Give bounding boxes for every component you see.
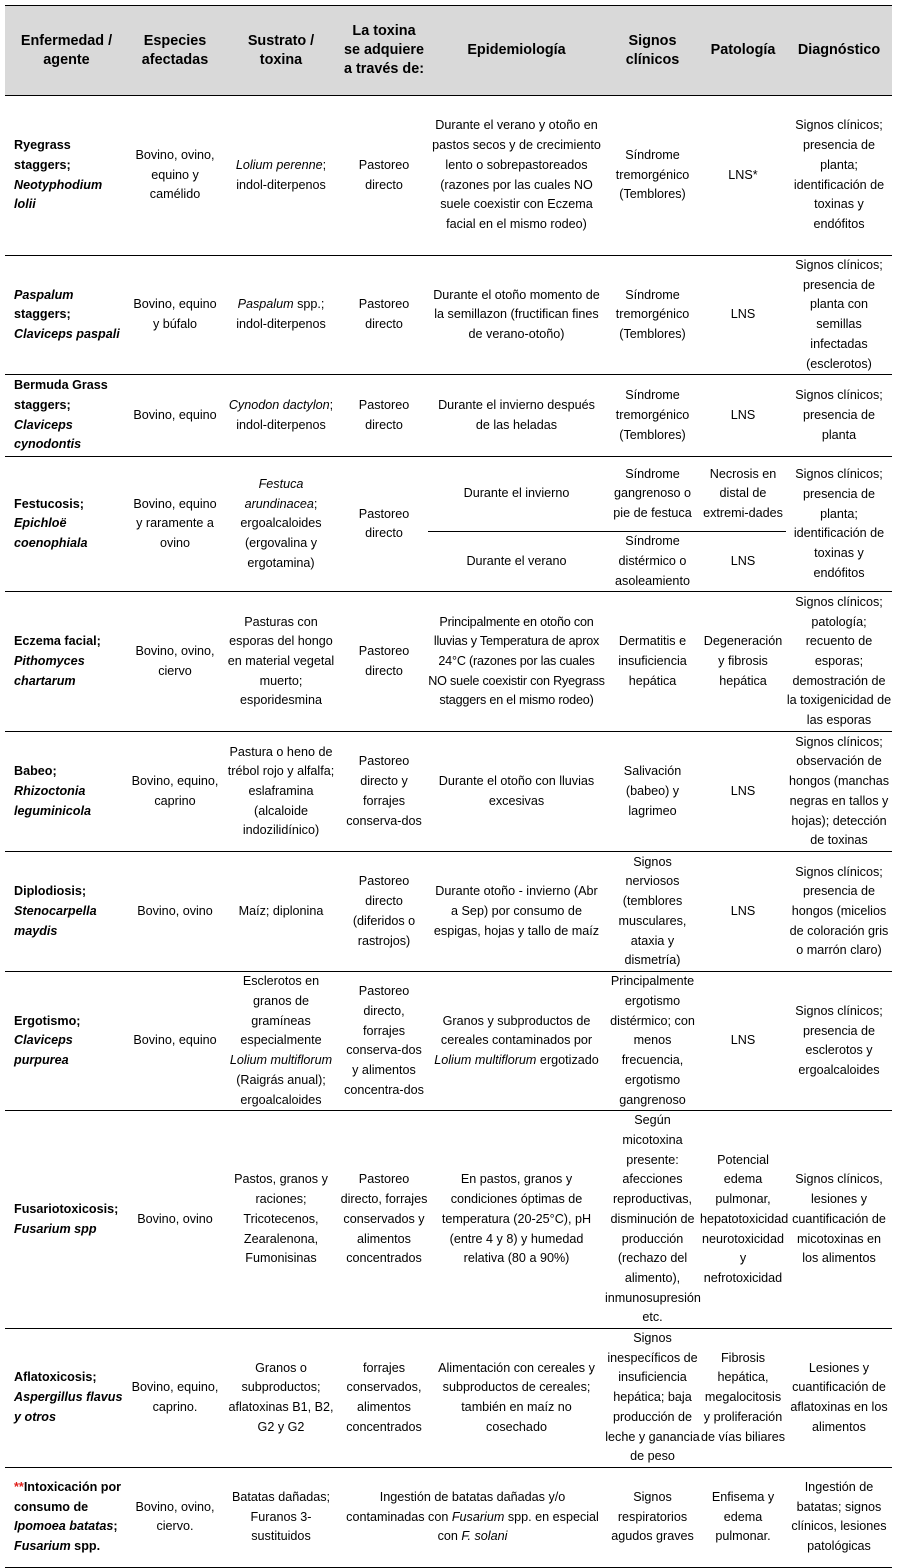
substrate-cell: Granos o subproductos; aflatoxinas B1, B2, G2 y G2 <box>228 1360 334 1434</box>
species-cell: Bovino, equino y búfalo <box>133 297 217 332</box>
pathology-cell: LNS <box>730 1033 756 1048</box>
substrate-cell: Pastura o heno de trébol rojo y alfalfa; eslaframina (alcaloide indozilidínico) <box>227 744 335 838</box>
header-row <box>5 6 892 96</box>
substrate-cell: Cynodon dactylon; indol-diterpenos <box>228 398 334 432</box>
agent-cell: Babeo; Rhizoctonia leguminicola <box>14 764 91 818</box>
substrate-cell: Maíz; diplonina <box>238 903 324 918</box>
pathology-cell: LNS* <box>728 167 758 182</box>
agent-cell: Fusariotoxicosis; Fusarium spp <box>14 1201 119 1236</box>
header-cell: Epidemiología <box>428 6 605 96</box>
table-row <box>5 375 892 457</box>
agent-cell: Eczema facial; Pithomyces chartarum <box>14 634 101 688</box>
route-cell: Pastoreo directo y forrajes conserva-dos <box>346 754 422 828</box>
header-cell: Especies afectadas <box>128 6 222 96</box>
substrate-cell: Festuca arundinacea; ergoalcaloides (ergovalina y ergotamina) <box>240 477 322 570</box>
table-row <box>5 96 892 256</box>
epidemiology-cell: Durante el verano y otoño en pastos secos y de crecimiento lento o sobrepastoreados (razones por las cuales NO suele coexistir con Eczema facial en el mismo rodeo) <box>432 118 601 231</box>
pathology-cell: LNS <box>730 903 756 918</box>
diagnosis-cell: Signos clínicos; presencia de planta <box>795 388 883 442</box>
diagnosis-cell: Signos clínicos; patología; recuento de esporas; demostración de la toxigenicidad de las esporas <box>786 594 892 728</box>
header-cell: Diagnóstico <box>786 6 892 96</box>
pathology-cell: LNS <box>730 407 756 422</box>
pathology-cell: Fibrosis hepática, megalocitosis y proliferación de vías biliares <box>701 1350 785 1444</box>
species-cell: Bovino, ovino, ciervo <box>135 644 215 678</box>
pathology-cell: Enfisema y edema pulmonar. <box>711 1489 775 1544</box>
header-cell: Enfermedad / agente <box>5 6 128 96</box>
table-row <box>5 256 892 375</box>
diagnosis-cell: Signos clínicos; presencia de hongos (micelios de coloración gris o marrón claro) <box>789 864 889 958</box>
epidemiology-cell: Principalmente en otoño con lluvias y Temperatura de aprox 24°C (razones por las cuales NO suele coexistir con Ryegrass staggers en el mismo rodeo) <box>428 614 605 708</box>
species-cell: Bovino, ovino, ciervo. <box>135 1499 215 1534</box>
pathology-cell: Necrosis en distal de extremi-dades <box>703 466 783 521</box>
species-cell: Bovino, equino <box>133 1033 217 1048</box>
agent-cell: Ergotismo; Claviceps purpurea <box>14 1013 81 1068</box>
species-cell: Bovino, ovino <box>137 1211 213 1226</box>
species-cell: Bovino, equino, caprino <box>131 774 219 808</box>
header-cell: Signos clínicos <box>605 6 700 96</box>
signs-cell: Síndrome gangrenoso o pie de festuca <box>613 466 692 521</box>
table-row <box>5 732 892 852</box>
diagnosis-cell: Signos clínicos; presencia de planta con semillas infectadas (esclerotos) <box>795 258 883 371</box>
table-row <box>5 1329 892 1468</box>
signs-cell: Síndrome tremorgénico (Temblores) <box>615 147 690 202</box>
substrate-cell: Pasturas con esporas del hongo en material vegetal muerto; esporidesmina <box>227 614 335 708</box>
species-cell: Bovino, equino y raramente a ovino <box>133 496 217 551</box>
diagnosis-cell: Signos clínicos; presencia de esclerotos y ergoalcaloides <box>795 1003 883 1078</box>
signs-cell: Síndrome tremorgénico (Temblores) <box>615 388 690 442</box>
table-row <box>5 972 892 1111</box>
agent-cell: Ryegrass staggers; Neotyphodium lolii <box>14 138 103 212</box>
diagnosis-cell: Signos clínicos; observación de hongos (manchas negras en tallos y hojas); detección de toxinas <box>788 734 890 848</box>
epidemiology-cell: Durante el invierno después de las heladas <box>438 398 595 432</box>
epidemiology-cell: Alimentación con cereales y subproductos de cereales; también en maíz no cosechado <box>438 1360 595 1434</box>
table-row <box>5 592 892 732</box>
signs-cell: Signos respiratorios agudos graves <box>611 1489 694 1544</box>
route-epidemiology-cell: Ingestión de batatas dañadas y/o contaminadas con Fusarium spp. en especial con F. solani <box>346 1489 599 1544</box>
route-cell: Pastoreo directo <box>358 506 410 541</box>
pathology-cell: LNS <box>730 307 756 322</box>
route-cell: Pastoreo directo <box>358 644 410 678</box>
signs-cell: Dermatitis e insuficiencia hepática <box>618 634 687 688</box>
diagnosis-cell: Signos clínicos; presencia de planta; identificación de toxinas y endófitos <box>793 118 885 231</box>
table-row <box>5 457 892 532</box>
epidemiology-cell: Durante el otoño momento de la semillazon (fructifican fines de verano-otoño) <box>433 287 600 341</box>
pathology-cell: LNS <box>730 783 756 798</box>
table-row <box>5 1111 892 1329</box>
footnote-mark: ** <box>14 1480 24 1495</box>
agent-cell: Diplodiosis; Stenocarpella maydis <box>14 884 97 938</box>
signs-cell: Según micotoxina presente: afecciones reproductivas, disminución de producción (rechazo del alimento), inmunosupresión etc. <box>605 1113 701 1325</box>
route-cell: Pastoreo directo <box>358 398 410 432</box>
agent-cell: Paspalum staggers; Claviceps paspali <box>14 287 120 341</box>
substrate-cell: Lolium perenne; indol-diterpenos <box>235 157 327 192</box>
diagnosis-cell: Signos clínicos, lesiones y cuantificación de micotoxinas en los alimentos <box>792 1172 886 1266</box>
diagnosis-cell: Lesiones y cuantificación de aflatoxinas en los alimentos <box>790 1360 888 1434</box>
epidemiology-cell: Durante el invierno <box>463 486 570 501</box>
species-cell: Bovino, equino <box>133 407 217 422</box>
diagnosis-cell: Ingestión de batatas; signos clínicos, lesiones patológicas <box>791 1480 887 1554</box>
epidemiology-cell: Granos y subproductos de cereales contaminados por Lolium multiflorum ergotizado <box>434 1013 599 1068</box>
table-row <box>5 1467 892 1567</box>
substrate-cell: Pastos, granos y raciones; Tricotecenos, Zearalenona, Fumonisinas <box>234 1172 328 1266</box>
table-row <box>5 852 892 972</box>
header-cell: Sustrato / toxina <box>222 6 340 96</box>
signs-cell: Síndrome distérmico o asoleamiento <box>605 532 700 592</box>
route-cell: forrajes conservados, alimentos concentrados <box>346 1360 422 1434</box>
epidemiology-cell: Durante el verano <box>428 532 605 592</box>
route-cell: Pastoreo directo, forrajes conservados y alimentos concentrados <box>340 1172 428 1266</box>
epidemiology-cell: Durante otoño - invierno (Abr a Sep) por consumo de espigas, hojas y tallo de maíz <box>433 884 600 938</box>
agent-cell: Festucosis; Epichloë coenophiala <box>14 496 88 551</box>
signs-cell: Signos inespecíficos de insuficiencia hepática; baja producción de leche y ganancia de peso <box>605 1331 700 1464</box>
species-cell: Bovino, equino, caprino. <box>131 1380 219 1415</box>
diagnosis-cell: Signos clínicos; presencia de planta; identificación de toxinas y endófitos <box>793 467 885 580</box>
species-cell: Bovino, ovino, equino y camélido <box>135 147 215 202</box>
agent-cell: Bermuda Grass staggers; Claviceps cynodontis <box>14 378 108 452</box>
substrate-cell: Esclerotos en granos de gramíneas especialmente Lolium multiflorum (Raigrás anual); ergoalcaloides <box>229 974 333 1107</box>
substrate-cell: Batatas dañadas; Furanos 3-sustituidos <box>231 1489 331 1544</box>
signs-cell: Síndrome tremorgénico (Temblores) <box>615 287 690 341</box>
pathology-cell: Potencial edema pulmonar, hepatotoxicidad neurotoxicidad y nefrotoxicidad <box>700 1152 789 1285</box>
agent-cell: **Intoxicación por consumo de Ipomoea batatas; Fusarium spp. <box>14 1480 122 1554</box>
header-cell: La toxina se adquiere a través de: <box>340 6 428 96</box>
signs-cell: Salivación (babeo) y lagrimeo <box>623 764 682 818</box>
signs-cell: Signos nerviosos (temblores musculares, ataxia y dismetría) <box>618 854 687 968</box>
route-cell: Pastoreo directo <box>358 157 410 192</box>
epidemiology-cell: Durante el otoño con lluvias excesivas <box>438 774 595 808</box>
route-cell: Pastoreo directo (diferidos o rastrojos) <box>352 874 416 948</box>
signs-cell: Principalmente ergotismo distérmico; con menos frecuencia, ergotismo gangrenoso <box>610 974 695 1107</box>
route-cell: Pastoreo directo, forrajes conserva-dos y alimentos concentra-dos <box>344 984 424 1097</box>
pathology-cell: Degeneración y fibrosis hepática <box>703 634 783 688</box>
mycotoxicosis-table <box>5 5 892 1568</box>
pathology-cell: LNS <box>700 532 786 592</box>
agent-cell: Aflatoxicosis; Aspergillus flavus y otros <box>14 1370 123 1424</box>
species-cell: Bovino, ovino <box>137 903 213 918</box>
substrate-cell: Paspalum spp.; indol-diterpenos <box>236 297 326 332</box>
epidemiology-cell: En pastos, granos y condiciones óptimas de temperatura (20-25°C), pH (entre 4 y 8) y humedad relativa (80 a 90%) <box>441 1172 592 1266</box>
route-cell: Pastoreo directo <box>358 297 410 332</box>
header-cell: Patología <box>700 6 786 96</box>
